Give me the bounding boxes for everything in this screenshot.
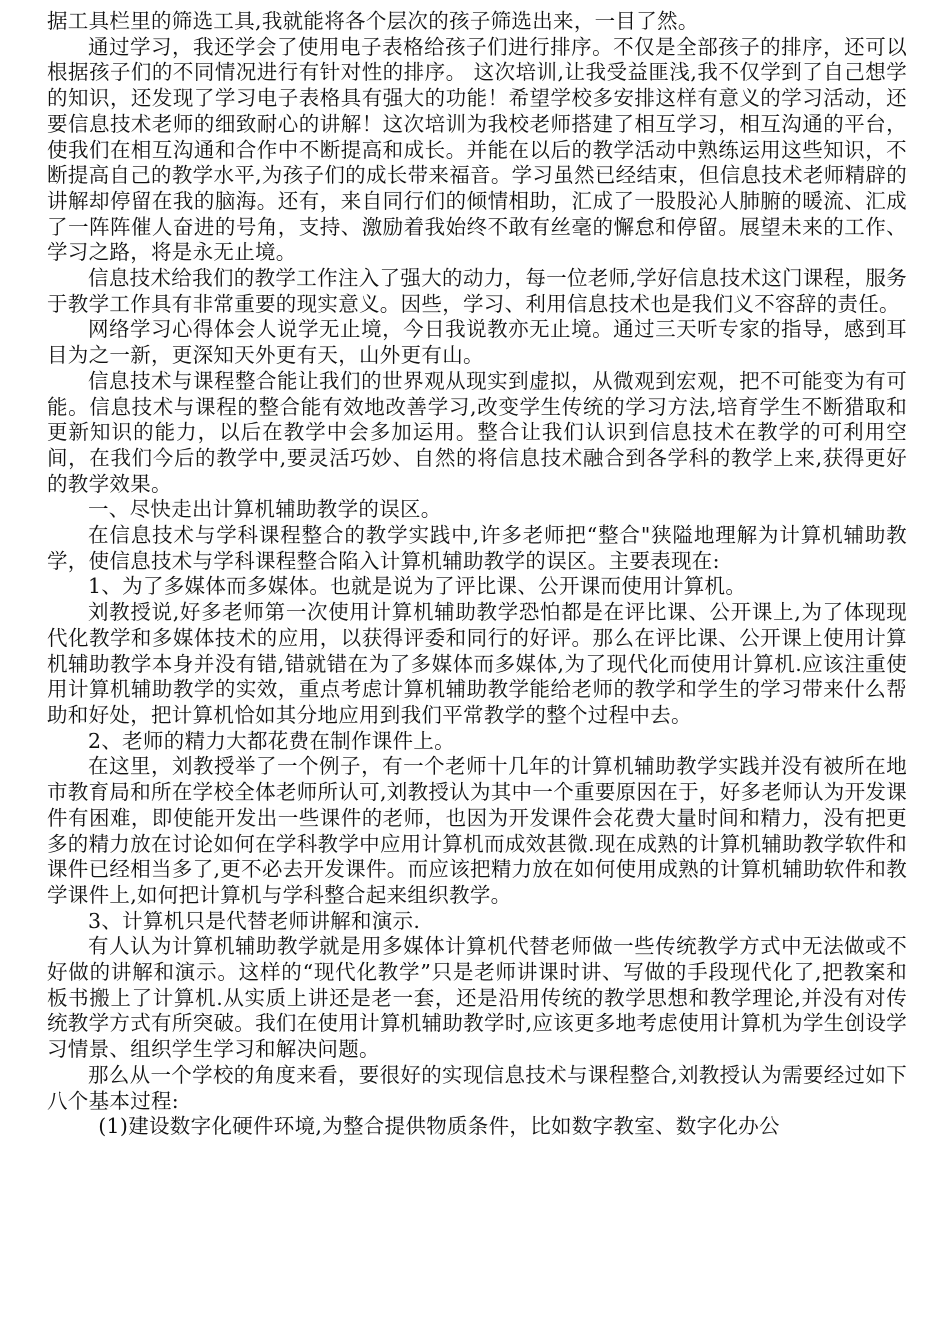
document-body: [47, 9, 907, 1140]
paragraph-eight-processes: 那么从一个学校的角度来看，要很好的实现信息技术与课程整合,刘教授认为需要经过如下八个基本过程:: [47, 1062, 907, 1113]
section-heading-1: 一、尽快走出计算机辅助教学的误区。: [88, 497, 442, 522]
list-item-process-1: (1)建设数字化硬件环境,为整合提供物质条件，比如数字教室、数字化办公: [98, 1114, 780, 1139]
paragraph-training-reflection: 通过学习，我还学会了使用电子表格给孩子们进行排序。不仅是全部孩子的排序，还可以根据孩子们的不同情况进行有针对性的排序。 这次培训,让我受益匪浅,我不仅学到了自己想学的知识，还发现了学习电子表格具有强大的功能！希望学校多安排这样有意义的学习活动，还要信息技术老师的细致耐心的讲解！这次培训为我校老师搭建了相互学习，相互沟通的平台，使我们在相互沟通和合作中不断提高和成长。并能在以后的教学活动中熟练运用这些知识，不断提高自己的教学水平,为孩子们的成长带来福音。学习虽然已经结束，但信息技术老师精辟的讲解却停留在我的脑海。还有，来自同行们的倾情相助，汇成了一股股沁人肺腑的暖流、汇成了一阵阵催人奋进的号角，支持、激励着我始终不敢有丝毫的懈怠和停留。展望未来的工作、学习之路，将是永无止境。: [47, 34, 907, 265]
paragraph-item-2: 在这里，刘教授举了一个例子，有一个老师十几年的计算机辅助教学实践并没有被所在地市教育局和所在学校全体老师所认可,刘教授认为其中一个重要原因在于，好多老师认为开发课件有困难，即使能开发出一些课件的老师，也因为开发课件会花费大量时间和精力，没有把更多的精力放在讨论如何在学科教学中应用计算机而成效甚微.现在成熟的计算机辅助教学软件和课件已经相当多了,更不必去开发课件。而应该把精力放在如何使用成熟的计算机辅助软件和教学课件上,如何把计算机与学科整合起来组织教学。: [47, 754, 907, 907]
paragraph-continuation: 据工具栏里的筛选工具,我就能将各个层次的孩子筛选出来，一目了然。: [47, 9, 699, 33]
list-item-2-heading: 2、老师的精力大都花费在制作课件上。: [88, 728, 455, 753]
paragraph-online-learning: 网络学习心得体会人说学无止境，今日我说教亦无止境。通过三天听专家的指导，感到耳目为之一新，更深知天外更有天，山外更有山。: [47, 317, 907, 368]
list-item-1-heading: 1、为了多媒体而多媒体。也就是说为了评比课、公开课而使用计算机。: [88, 574, 747, 599]
paragraph-item-1: 刘教授说,好多老师第一次使用计算机辅助教学恐怕都是在评比课、公开课上,为了体现现代化教学和多媒体技术的应用，以获得评委和同行的好评。那么在评比课、公开课上使用计算机辅助教学本身并没有错,错就错在为了多媒体而多媒体,为了现代化而使用计算机.应该注重使用计算机辅助教学的实效，重点考虑计算机辅助教学能给老师的教学和学生的学习带来什么帮助和好处，把计算机恰如其分地应用到我们平常教学的整个过程中去。: [47, 600, 907, 727]
paragraph-misconception-intro: 在信息技术与学科课程整合的教学实践中,许多老师把“整合"狭隘地理解为计算机辅助教学，使信息技术与学科课程整合陷入计算机辅助教学的误区。主要表现在:: [47, 523, 907, 573]
list-item-3-heading: 3、计算机只是代替老师讲解和演示.: [88, 908, 421, 933]
paragraph-integration-value: 信息技术与课程整合能让我们的世界观从现实到虚拟，从微观到宏观，把不可能变为有可能。信息技术与课程的整合能有效地改善学习,改变学生传统的学习方法,培育学生不断猎取和更新知识的能力，以后在教学中会多加运用。整合让我们认识到信息技术在教学的可利用空间，在我们今后的教学中,要灵活巧妙、自然的将信息技术融合到各学科的教学上来,获得更好的教学效果。: [47, 368, 907, 496]
paragraph-item-3: 有人认为计算机辅助教学就是用多媒体计算机代替老师做一些传统教学方式中无法做或不好做的讲解和演示。这样的“现代化教学”只是老师讲课时讲、写做的手段现代化了,把教案和板书搬上了计算机.从实质上讲还是老一套，还是沿用传统的教学思想和教学理论,并没有对传统教学方式有所突破。我们在使用计算机辅助教学时,应该更多地考虑使用计算机为学生创设学习情景、组织学生学习和解决问题。: [47, 934, 907, 1062]
paragraph-it-motivation: 信息技术给我们的教学工作注入了强大的动力，每一位老师,学好信息技术这门课程，服务于教学工作具有非常重要的现实意义。因些，学习、利用信息技术也是我们义不容辞的责任。: [47, 266, 907, 316]
